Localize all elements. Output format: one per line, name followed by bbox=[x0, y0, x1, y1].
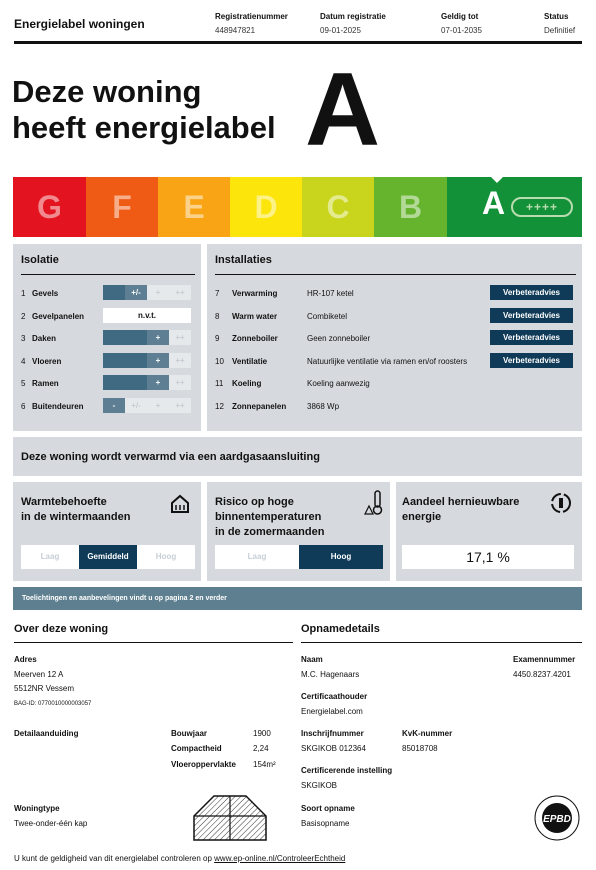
naam-label: Naam bbox=[301, 655, 323, 664]
row-number: 12 bbox=[215, 401, 224, 411]
isolatie-panel bbox=[13, 244, 201, 431]
risico-level-hoog: Hoog bbox=[299, 545, 383, 569]
rating-segment: - bbox=[103, 398, 125, 413]
bouwjaar-label: Bouwjaar bbox=[171, 729, 208, 738]
thermometer-icon bbox=[364, 490, 384, 516]
current-label: A bbox=[482, 185, 506, 221]
row-number: 4 bbox=[21, 356, 26, 366]
row-label: Buitendeuren bbox=[32, 401, 84, 411]
row-value: Koeling aanwezig bbox=[307, 379, 370, 388]
divider bbox=[21, 274, 195, 275]
opname-title: Opnamedetails bbox=[301, 623, 380, 635]
row-label: Daken bbox=[32, 334, 57, 343]
adres-label: Adres bbox=[14, 655, 37, 664]
verbeteradvies-button[interactable]: Verbeteradvies bbox=[490, 330, 573, 345]
footer bbox=[14, 854, 345, 863]
header-title: Energielabel woningen bbox=[14, 17, 145, 31]
verbeteradvies-button[interactable]: Verbeteradvies bbox=[490, 353, 573, 368]
installatie-row bbox=[215, 289, 576, 301]
risico-panel bbox=[207, 482, 390, 581]
risico-title: Risico op hoge binnentemperaturen in de zomermaanden bbox=[215, 496, 325, 538]
rating-nvt: n.v.t. bbox=[103, 308, 191, 323]
row-number: 8 bbox=[215, 311, 220, 321]
scale-band-g bbox=[13, 177, 86, 237]
verbeteradvies-button[interactable]: Verbeteradvies bbox=[490, 308, 573, 323]
scale-band-e bbox=[158, 177, 230, 237]
hernieuwbaar-value: 17,1 % bbox=[402, 545, 574, 569]
installatie-row bbox=[215, 312, 576, 324]
row-label: Vloeren bbox=[32, 356, 62, 366]
adres-line1: Meerven 12 A bbox=[14, 670, 64, 679]
naam-value: M.C. Hagenaars bbox=[301, 670, 360, 679]
rating-segment: +/- bbox=[125, 398, 147, 413]
isolatie-row bbox=[21, 357, 195, 369]
header bbox=[14, 10, 582, 44]
inst-value: SKGIKOB bbox=[301, 781, 338, 790]
energy-scale bbox=[13, 177, 582, 237]
header-registratienummer: Registratienummer 448947821 bbox=[215, 12, 288, 35]
row-number: 9 bbox=[215, 334, 220, 343]
headline-line1: Deze woning bbox=[12, 74, 202, 109]
row-value: 3868 Wp bbox=[307, 401, 340, 411]
divider bbox=[301, 642, 582, 643]
bouwjaar-value: 1900 bbox=[253, 729, 271, 738]
headline-line2: heeft energielabel bbox=[12, 110, 276, 145]
header-status: Status Definitief bbox=[544, 12, 576, 35]
soort-value: Basisopname bbox=[301, 819, 350, 828]
rating-segment: ++ bbox=[169, 353, 191, 368]
epbd-logo bbox=[533, 794, 581, 842]
headline bbox=[12, 74, 276, 146]
cert-label: Certificaathouder bbox=[301, 692, 368, 701]
installatie-row bbox=[215, 402, 576, 414]
row-label: Ramen bbox=[32, 379, 59, 388]
row-number: 5 bbox=[21, 379, 26, 388]
toelichting-bar: Toelichtingen en aanbevelingen vindt u op pagina 2 en verder bbox=[13, 587, 582, 610]
scale-letter: G bbox=[37, 189, 62, 225]
rating-segment: ++ bbox=[169, 330, 191, 345]
risico-level-laag: Laag bbox=[215, 545, 299, 569]
scale-letter: F bbox=[112, 189, 132, 225]
divider bbox=[215, 274, 576, 275]
compact-label: Compactheid bbox=[171, 744, 222, 753]
header-geldig: Geldig tot 07-01-2035 bbox=[441, 12, 482, 35]
house-heat-icon bbox=[170, 494, 190, 514]
rating-segment bbox=[103, 353, 125, 368]
row-number: 2 bbox=[21, 311, 26, 321]
heating-panel bbox=[13, 437, 582, 476]
row-number: 7 bbox=[215, 289, 220, 298]
rating-segment: +/- bbox=[125, 285, 147, 300]
exam-value: 4450.8237.4201 bbox=[513, 670, 571, 679]
row-label: Gevels bbox=[32, 289, 59, 298]
row-label: Zonnepanelen bbox=[232, 401, 287, 411]
over-title: Over deze woning bbox=[14, 623, 109, 635]
scale-band-c bbox=[302, 177, 374, 237]
isolatie-row bbox=[21, 334, 195, 346]
heating-text: Deze woning wordt verwarmd via een aardgasaansluiting bbox=[21, 451, 320, 463]
warmte-panel bbox=[13, 482, 201, 581]
kvk-value: 85018708 bbox=[402, 744, 438, 753]
rating-segment bbox=[125, 375, 147, 390]
vloer-value: 154m² bbox=[253, 760, 276, 769]
woningtype-value: Twee-onder-één kap bbox=[14, 819, 88, 828]
warmte-level-laag: Laag bbox=[21, 545, 79, 569]
installatie-row bbox=[215, 334, 576, 346]
row-number: 6 bbox=[21, 401, 26, 411]
row-value: Combiketel bbox=[307, 311, 348, 321]
warmte-title: Warmtebehoefte in de wintermaanden bbox=[21, 496, 131, 523]
footer-text: U kunt de geldigheid van dit energielabel controleren op bbox=[14, 854, 215, 863]
verify-link[interactable]: www.ep-online.nl/ControleerEchtheid bbox=[214, 854, 346, 863]
hernieuwbaar-title: Aandeel hernieuwbare energie bbox=[402, 496, 520, 523]
soort-label: Soort opname bbox=[301, 804, 355, 813]
row-number: 10 bbox=[215, 356, 224, 366]
rating-segment: + bbox=[147, 375, 169, 390]
row-label: Ventilatie bbox=[232, 356, 268, 366]
hernieuwbaar-panel bbox=[396, 482, 582, 581]
woningtype-label: Woningtype bbox=[14, 804, 60, 813]
rating-segment: + bbox=[147, 398, 169, 413]
isolatie-row bbox=[21, 402, 195, 414]
isolatie-row bbox=[21, 289, 195, 301]
scale-band-b bbox=[374, 177, 447, 237]
renewable-icon bbox=[548, 490, 574, 516]
house-type-icon bbox=[192, 794, 268, 842]
row-value: Geen zonneboiler bbox=[307, 334, 371, 343]
scale-band-d bbox=[230, 177, 302, 237]
rating-segment bbox=[125, 330, 147, 345]
scale-letter: C bbox=[326, 189, 350, 225]
cert-value: Energielabel.com bbox=[301, 707, 363, 716]
plus-indicator: ++++ bbox=[511, 197, 573, 217]
row-value: HR-107 ketel bbox=[307, 289, 354, 298]
svg-text:EPBD: EPBD bbox=[543, 814, 571, 825]
exam-label: Examennummer bbox=[513, 655, 576, 664]
scale-letter: E bbox=[183, 189, 205, 225]
installatie-row bbox=[215, 357, 576, 369]
row-label: Gevelpanelen bbox=[32, 311, 85, 321]
adres-line2: 5512NR Vessem bbox=[14, 684, 75, 693]
isolatie-row bbox=[21, 379, 195, 391]
rating-segment: + bbox=[147, 285, 169, 300]
installaties-panel bbox=[207, 244, 582, 431]
rating-segment: + bbox=[147, 353, 169, 368]
rating-segment bbox=[103, 330, 125, 345]
rating-segment: ++ bbox=[169, 375, 191, 390]
installaties-title: Installaties bbox=[215, 254, 272, 266]
row-label: Verwarming bbox=[232, 289, 278, 298]
rating-segment: + bbox=[147, 330, 169, 345]
divider bbox=[14, 642, 293, 643]
rating-segment: ++ bbox=[169, 398, 191, 413]
isolatie-row bbox=[21, 312, 195, 324]
row-label: Warm water bbox=[232, 311, 278, 321]
rating-segment: ++ bbox=[169, 285, 191, 300]
rating-segment bbox=[103, 375, 125, 390]
row-label: Zonneboiler bbox=[232, 334, 278, 343]
row-number: 1 bbox=[21, 289, 26, 298]
inst-label: Certificerende instelling bbox=[301, 766, 393, 775]
verbeteradvies-button[interactable]: Verbeteradvies bbox=[490, 285, 573, 300]
kvk-label: KvK-nummer bbox=[402, 729, 453, 738]
rating-segment bbox=[103, 285, 125, 300]
insch-label: Inschrijfnummer bbox=[301, 729, 364, 738]
vloer-label: Vloeroppervlakte bbox=[171, 760, 236, 769]
row-number: 3 bbox=[21, 334, 26, 343]
scale-letter: D bbox=[254, 189, 278, 225]
bag-id: BAG-ID: 0770010000003057 bbox=[14, 701, 92, 707]
headline-label: A bbox=[305, 52, 381, 168]
current-label-marker bbox=[490, 176, 504, 183]
scale-band-f bbox=[86, 177, 158, 237]
insch-value: SKGIKOB 012364 bbox=[301, 744, 366, 753]
rating-segment bbox=[125, 353, 147, 368]
row-value: Natuurlijke ventilatie via ramen en/of roosters bbox=[307, 356, 468, 366]
scale-letter: B bbox=[398, 189, 423, 225]
header-datum: Datum registratie 09-01-2025 bbox=[320, 12, 386, 35]
row-number: 11 bbox=[215, 379, 224, 388]
row-label: Koeling bbox=[232, 379, 262, 388]
installatie-row bbox=[215, 379, 576, 391]
detail-label: Detailaanduiding bbox=[14, 729, 79, 738]
isolatie-title: Isolatie bbox=[21, 254, 59, 266]
warmte-level-hoog: Hoog bbox=[137, 545, 195, 569]
warmte-level-gemiddeld: Gemiddeld bbox=[79, 545, 137, 569]
compact-value: 2,24 bbox=[253, 744, 269, 753]
